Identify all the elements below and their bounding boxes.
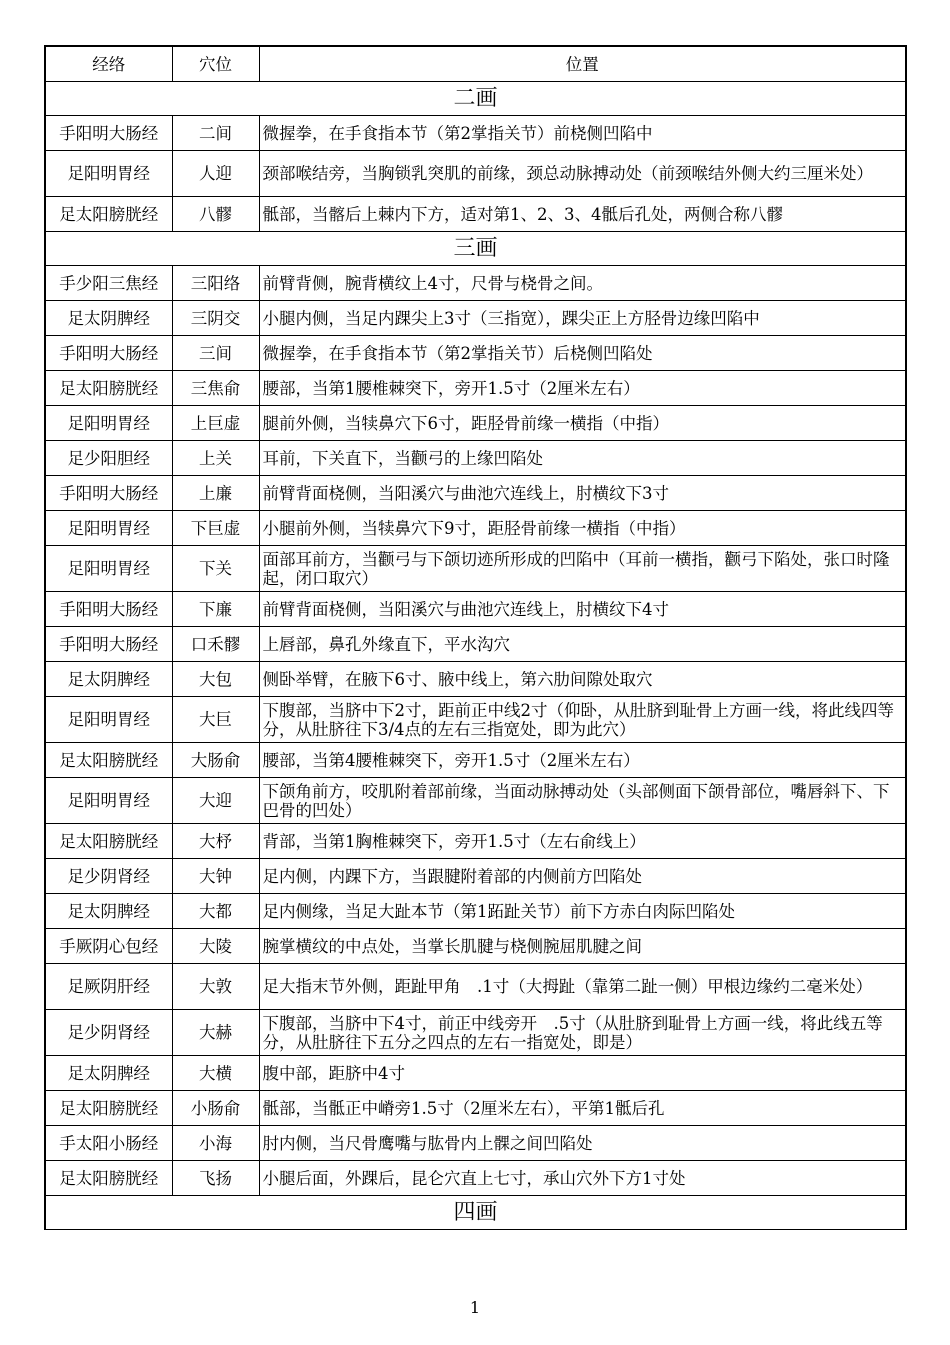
table-row bbox=[45, 336, 906, 371]
meridian-cell: 手阳明大肠经 bbox=[45, 627, 172, 662]
table-row bbox=[45, 929, 906, 964]
location-cell: 腰部，当第1腰椎棘突下，旁开1.5寸（2厘米左右） bbox=[259, 371, 906, 406]
location-cell: 微握拳，在手食指本节（第2掌指关节）后桡侧凹陷处 bbox=[259, 336, 906, 371]
table-row bbox=[45, 197, 906, 232]
acupoint-cell: 大钟 bbox=[172, 859, 259, 894]
acupoint-cell: 大包 bbox=[172, 662, 259, 697]
table-row bbox=[45, 627, 906, 662]
location-cell: 小腿后面，外踝后，昆仑穴直上七寸，承山穴外下方1寸处 bbox=[259, 1161, 906, 1196]
location-cell: 背部，当第1胸椎棘突下，旁开1.5寸（左右俞线上） bbox=[259, 824, 906, 859]
acupoint-cell: 大肠俞 bbox=[172, 743, 259, 778]
table-row bbox=[45, 546, 906, 592]
acupoint-cell: 大迎 bbox=[172, 778, 259, 824]
acupoint-cell: 口禾髎 bbox=[172, 627, 259, 662]
table-row bbox=[45, 441, 906, 476]
meridian-cell: 足阳明胃经 bbox=[45, 778, 172, 824]
meridian-cell: 手阳明大肠经 bbox=[45, 336, 172, 371]
location-cell: 前臂背面桡侧，当阳溪穴与曲池穴连线上，肘横纹下4寸 bbox=[259, 592, 906, 627]
meridian-cell: 足阳明胃经 bbox=[45, 511, 172, 546]
meridian-cell: 足阳明胃经 bbox=[45, 406, 172, 441]
location-cell: 小腿内侧，当足内踝尖上3寸（三指宽），踝尖正上方胫骨边缘凹陷中 bbox=[259, 301, 906, 336]
meridian-cell: 足太阳膀胱经 bbox=[45, 824, 172, 859]
table-row bbox=[45, 1091, 906, 1126]
meridian-cell: 足阳明胃经 bbox=[45, 697, 172, 743]
location-cell: 腰部，当第4腰椎棘突下，旁开1.5寸（2厘米左右） bbox=[259, 743, 906, 778]
acupoint-cell: 八髎 bbox=[172, 197, 259, 232]
meridian-cell: 足太阴脾经 bbox=[45, 301, 172, 336]
meridian-cell: 手阳明大肠经 bbox=[45, 476, 172, 511]
meridian-cell: 足阳明胃经 bbox=[45, 151, 172, 197]
acupoint-cell: 大巨 bbox=[172, 697, 259, 743]
acupoint-table-body bbox=[45, 46, 906, 1230]
location-cell: 骶部，当骶正中嵴旁1.5寸（2厘米左右），平第1骶后孔 bbox=[259, 1091, 906, 1126]
acupoint-cell: 大赫 bbox=[172, 1010, 259, 1056]
table-row bbox=[45, 511, 906, 546]
table-row bbox=[45, 778, 906, 824]
acupoint-cell: 三阳络 bbox=[172, 266, 259, 301]
table-row bbox=[45, 743, 906, 778]
meridian-cell: 足少阳胆经 bbox=[45, 441, 172, 476]
acupoint-cell: 大都 bbox=[172, 894, 259, 929]
section-title: 四画 bbox=[45, 1196, 906, 1230]
acupoint-cell: 下关 bbox=[172, 546, 259, 592]
location-cell: 骶部，当髂后上棘内下方，适对第1、2、3、4骶后孔处，两侧合称八髎 bbox=[259, 197, 906, 232]
acupoint-cell: 下廉 bbox=[172, 592, 259, 627]
acupoint-cell: 大横 bbox=[172, 1056, 259, 1091]
table-row bbox=[45, 894, 906, 929]
table-row bbox=[45, 301, 906, 336]
meridian-cell: 足厥阴肝经 bbox=[45, 964, 172, 1010]
meridian-cell: 手太阳小肠经 bbox=[45, 1126, 172, 1161]
section-row bbox=[45, 1196, 906, 1230]
table-row bbox=[45, 964, 906, 1010]
table-row bbox=[45, 1126, 906, 1161]
acupoint-cell: 大杼 bbox=[172, 824, 259, 859]
acupoint-table bbox=[44, 45, 907, 1230]
meridian-cell: 足太阳膀胱经 bbox=[45, 1091, 172, 1126]
table-row bbox=[45, 151, 906, 197]
location-cell: 前臂背面桡侧，当阳溪穴与曲池穴连线上，肘横纹下3寸 bbox=[259, 476, 906, 511]
acupoint-cell: 三阴交 bbox=[172, 301, 259, 336]
header-meridian: 经络 bbox=[45, 46, 172, 82]
acupoint-cell: 飞扬 bbox=[172, 1161, 259, 1196]
acupoint-cell: 小肠俞 bbox=[172, 1091, 259, 1126]
header-point: 穴位 bbox=[172, 46, 259, 82]
meridian-cell: 手厥阴心包经 bbox=[45, 929, 172, 964]
meridian-cell: 足少阴肾经 bbox=[45, 1010, 172, 1056]
location-cell: 腕掌横纹的中点处，当掌长肌腱与桡侧腕屈肌腱之间 bbox=[259, 929, 906, 964]
acupoint-cell: 上巨虚 bbox=[172, 406, 259, 441]
meridian-cell: 足太阴脾经 bbox=[45, 894, 172, 929]
location-cell: 微握拳，在手食指本节（第2掌指关节）前桡侧凹陷中 bbox=[259, 116, 906, 151]
acupoint-cell: 三焦俞 bbox=[172, 371, 259, 406]
meridian-cell: 足太阳膀胱经 bbox=[45, 371, 172, 406]
table-row bbox=[45, 824, 906, 859]
acupoint-cell: 人迎 bbox=[172, 151, 259, 197]
location-cell: 下腹部，当脐中下4寸，前正中线旁开 .5寸（从肚脐到耻骨上方画一线，将此线五等分，从肚脐往下五分之四点的左右一指宽处，即是） bbox=[259, 1010, 906, 1056]
location-cell: 肘内侧，当尺骨鹰嘴与肱骨内上髁之间凹陷处 bbox=[259, 1126, 906, 1161]
acupoint-cell: 小海 bbox=[172, 1126, 259, 1161]
meridian-cell: 足太阳膀胱经 bbox=[45, 197, 172, 232]
section-title: 三画 bbox=[45, 232, 906, 266]
section-row bbox=[45, 232, 906, 266]
meridian-cell: 足太阴脾经 bbox=[45, 662, 172, 697]
table-row bbox=[45, 1056, 906, 1091]
location-cell: 上唇部，鼻孔外缘直下，平水沟穴 bbox=[259, 627, 906, 662]
location-cell: 耳前，下关直下，当颧弓的上缘凹陷处 bbox=[259, 441, 906, 476]
header-location: 位置 bbox=[259, 46, 906, 82]
table-row bbox=[45, 476, 906, 511]
acupoint-cell: 大陵 bbox=[172, 929, 259, 964]
table-row bbox=[45, 859, 906, 894]
section-title: 二画 bbox=[45, 82, 906, 116]
table-row bbox=[45, 592, 906, 627]
meridian-cell: 手阳明大肠经 bbox=[45, 592, 172, 627]
location-cell: 腹中部，距脐中4寸 bbox=[259, 1056, 906, 1091]
acupoint-cell: 上廉 bbox=[172, 476, 259, 511]
location-cell: 足大指末节外侧，距趾甲角 .1寸（大拇趾（靠第二趾一侧）甲根边缘约二毫米处） bbox=[259, 964, 906, 1010]
table-row bbox=[45, 1161, 906, 1196]
acupoint-cell: 大敦 bbox=[172, 964, 259, 1010]
table-row bbox=[45, 697, 906, 743]
table-row bbox=[45, 116, 906, 151]
meridian-cell: 足少阴肾经 bbox=[45, 859, 172, 894]
acupoint-cell: 三间 bbox=[172, 336, 259, 371]
location-cell: 下腹部，当脐中下2寸，距前正中线2寸（仰卧，从肚脐到耻骨上方画一线，将此线四等分，从肚脐往下3/4点的左右三指宽处，即为此穴） bbox=[259, 697, 906, 743]
meridian-cell: 足太阴脾经 bbox=[45, 1056, 172, 1091]
meridian-cell: 足太阳膀胱经 bbox=[45, 743, 172, 778]
acupoint-cell: 二间 bbox=[172, 116, 259, 151]
location-cell: 颈部喉结旁，当胸锁乳突肌的前缘，颈总动脉搏动处（前颈喉结外侧大约三厘米处） bbox=[259, 151, 906, 197]
table-row bbox=[45, 266, 906, 301]
location-cell: 腿前外侧，当犊鼻穴下6寸，距胫骨前缘一横指（中指） bbox=[259, 406, 906, 441]
location-cell: 面部耳前方，当颧弓与下颌切迹所形成的凹陷中（耳前一横指，颧弓下陷处，张口时隆起，闭口取穴） bbox=[259, 546, 906, 592]
location-cell: 小腿前外侧，当犊鼻穴下9寸，距胫骨前缘一横指（中指） bbox=[259, 511, 906, 546]
meridian-cell: 足太阳膀胱经 bbox=[45, 1161, 172, 1196]
location-cell: 足内侧缘，当足大趾本节（第1跖趾关节）前下方赤白肉际凹陷处 bbox=[259, 894, 906, 929]
acupoint-cell: 下巨虚 bbox=[172, 511, 259, 546]
location-cell: 下颌角前方，咬肌附着部前缘，当面动脉搏动处（头部侧面下颌骨部位，嘴唇斜下、下巴骨的凹处） bbox=[259, 778, 906, 824]
table-row bbox=[45, 371, 906, 406]
table-row bbox=[45, 1010, 906, 1056]
table-row bbox=[45, 406, 906, 441]
table-header-row bbox=[45, 46, 906, 82]
meridian-cell: 手阳明大肠经 bbox=[45, 116, 172, 151]
location-cell: 前臂背侧，腕背横纹上4寸，尺骨与桡骨之间。 bbox=[259, 266, 906, 301]
location-cell: 侧卧举臂，在腋下6寸、腋中线上，第六肋间隙处取穴 bbox=[259, 662, 906, 697]
table-row bbox=[45, 662, 906, 697]
page-number: 1 bbox=[469, 1298, 481, 1317]
meridian-cell: 足阳明胃经 bbox=[45, 546, 172, 592]
meridian-cell: 手少阳三焦经 bbox=[45, 266, 172, 301]
acupoint-cell: 上关 bbox=[172, 441, 259, 476]
location-cell: 足内侧，内踝下方，当跟腱附着部的内侧前方凹陷处 bbox=[259, 859, 906, 894]
section-row bbox=[45, 82, 906, 116]
